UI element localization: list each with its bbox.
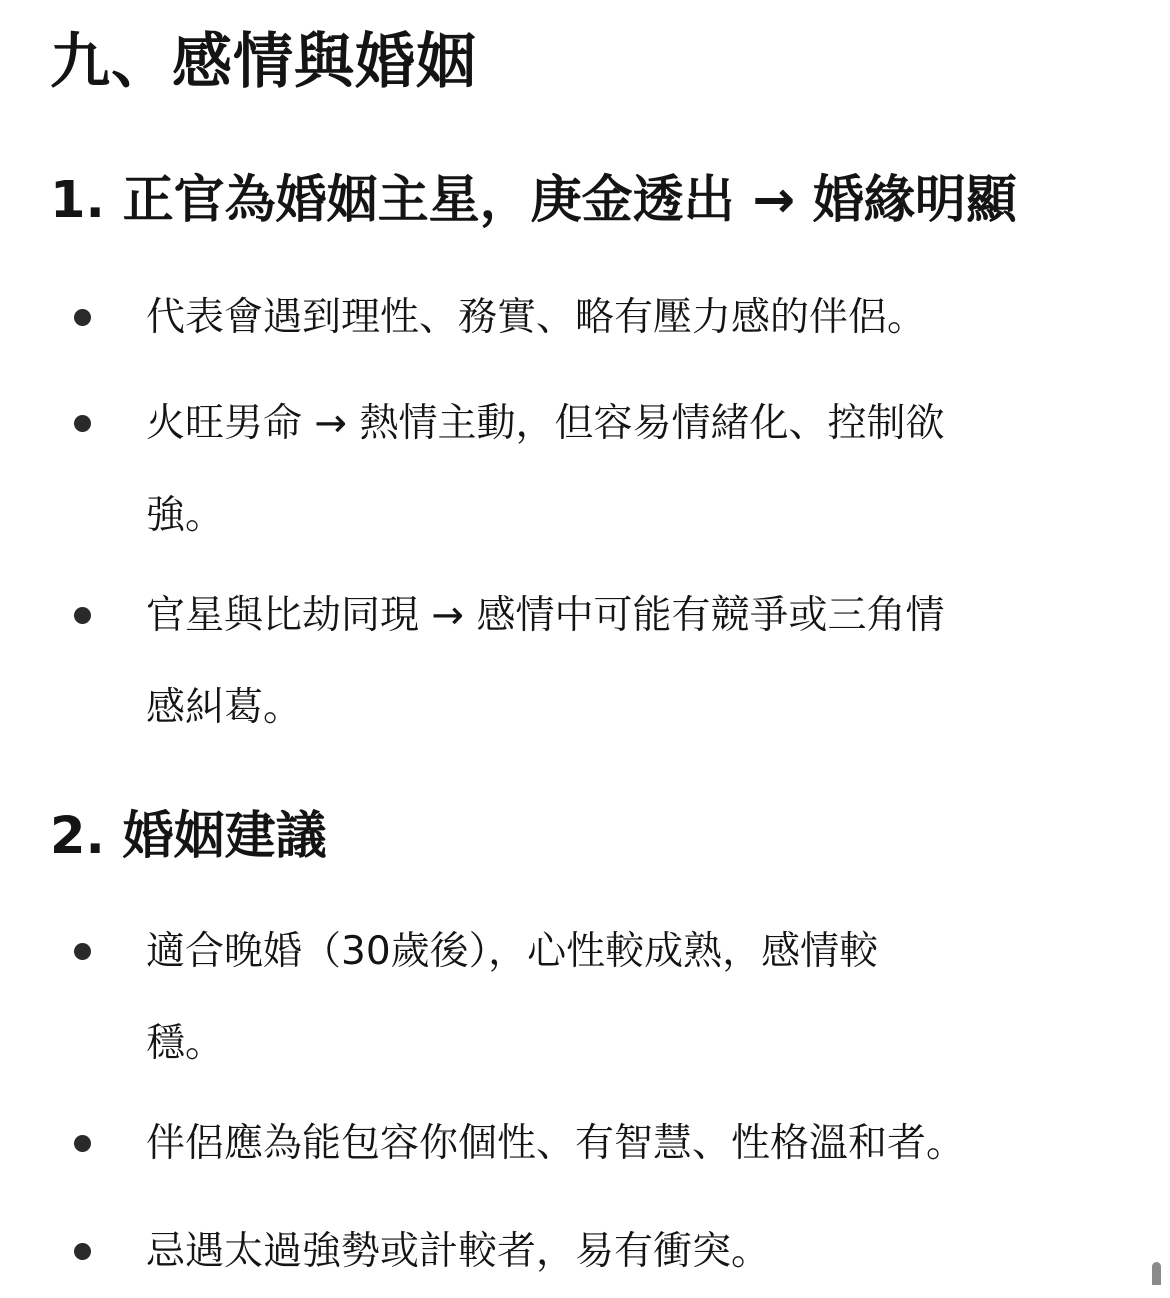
list-item-line: 適合晚婚（30歲後），心性較成熟，感情較 <box>146 929 879 974</box>
bullet-icon <box>74 309 91 326</box>
section-title-marriage-star: 1. 正官為婚姻主星，庚金透出 → 婚緣明顯 <box>50 171 1017 230</box>
list-item-text <box>146 378 1096 562</box>
list-item-line: 感糾葛。 <box>146 685 303 730</box>
section-title-marriage-advice: 2. 婚姻建議 <box>50 807 327 866</box>
list-item-line: 忌遇太過強勢或計較者，易有衝突。 <box>146 1229 771 1274</box>
list-item-text <box>146 1098 1096 1190</box>
page-title: 九、感情與婚姻 <box>50 27 477 97</box>
list-item-text <box>146 272 1096 364</box>
bullet-icon <box>74 1243 91 1260</box>
list-item-text <box>146 1206 1096 1298</box>
list-item-line: 穩。 <box>146 1021 225 1066</box>
list-item-text <box>146 906 1096 1090</box>
list-item-line: 強。 <box>146 493 225 538</box>
scrollbar-thumb[interactable] <box>1152 1262 1161 1285</box>
list-item-line: 伴侶應為能包容你個性、有智慧、性格溫和者。 <box>146 1121 966 1166</box>
list-item-line: 火旺男命 → 熱情主動，但容易情緒化、控制欲 <box>146 401 945 446</box>
bullet-icon <box>74 943 91 960</box>
list-item-line: 官星與比劫同現 → 感情中可能有競爭或三角情 <box>146 593 945 638</box>
bullet-icon <box>74 1135 91 1152</box>
list-item-line: 代表會遇到理性、務實、略有壓力感的伴侶。 <box>146 295 927 340</box>
bullet-icon <box>74 415 91 432</box>
bullet-icon <box>74 607 91 624</box>
list-item-text <box>146 570 1096 754</box>
